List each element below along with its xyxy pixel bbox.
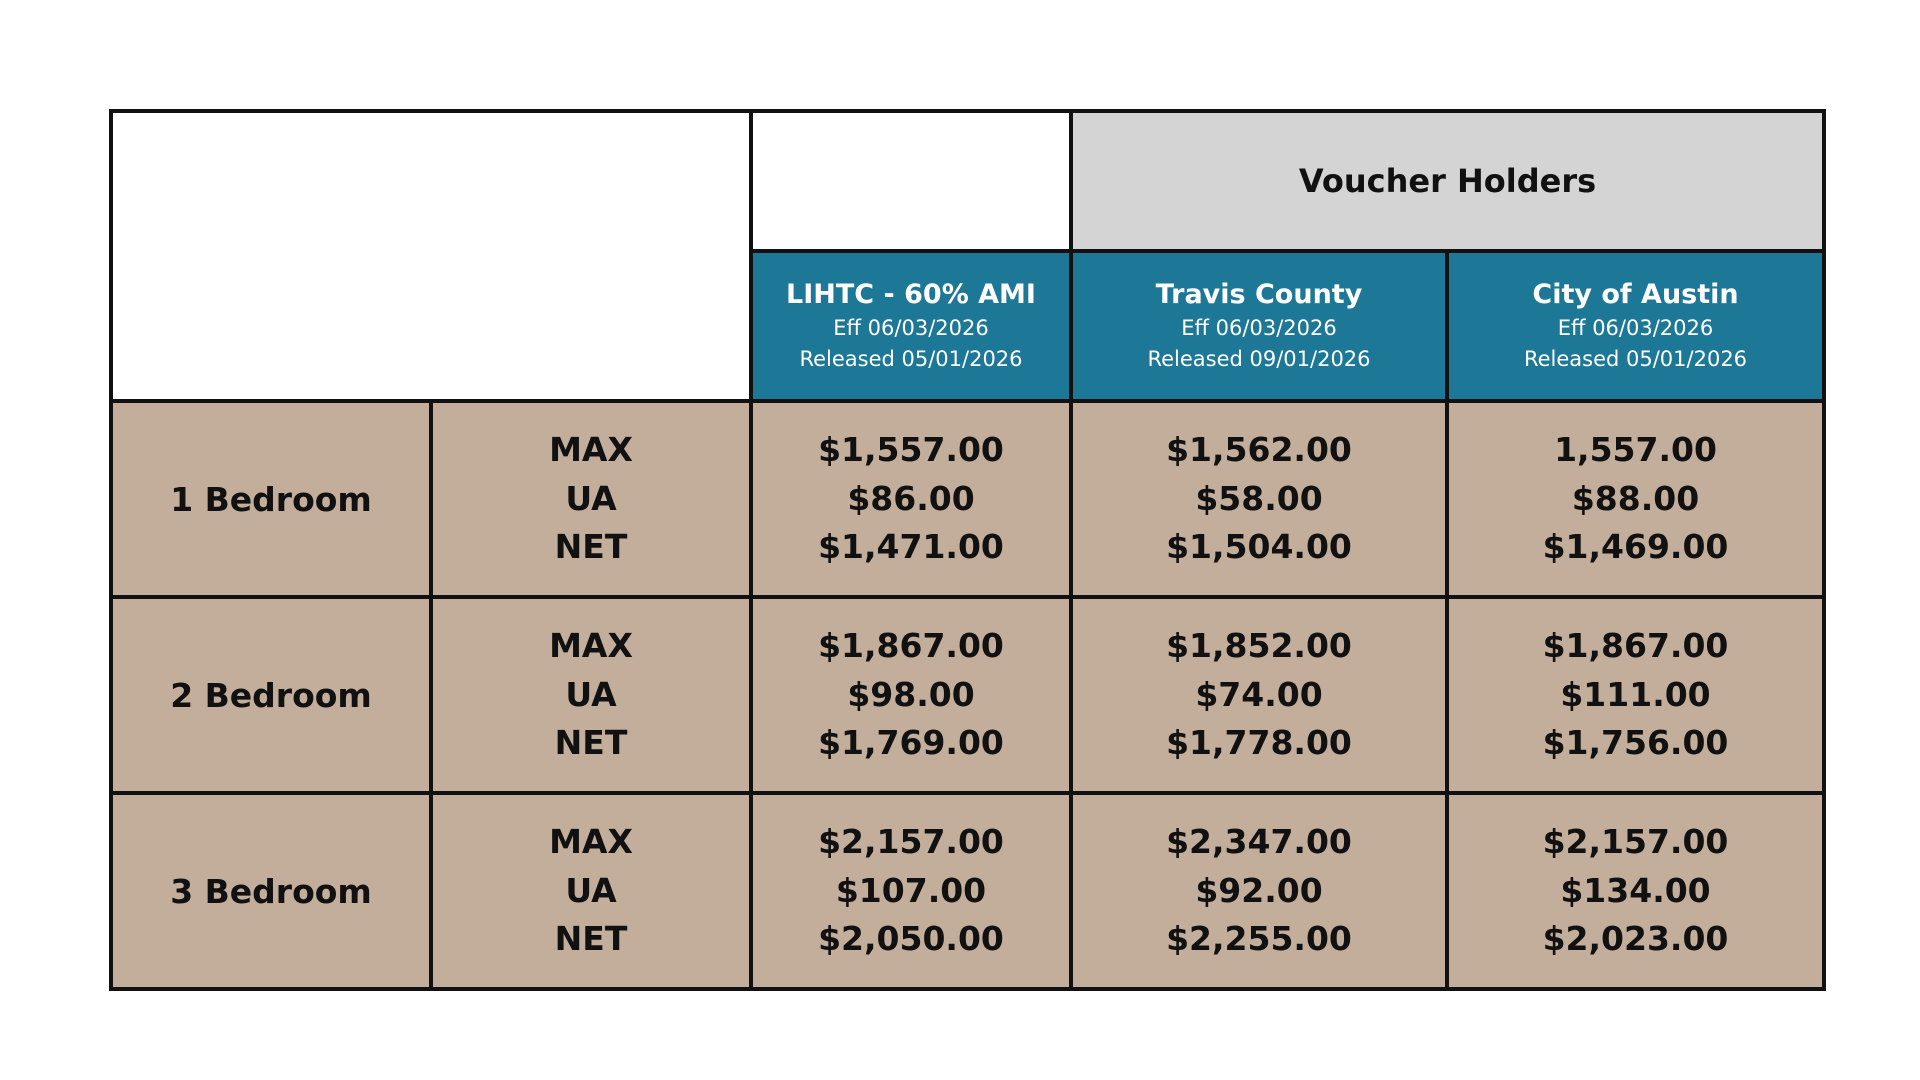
value-max: $1,562.00 — [1166, 430, 1352, 470]
rent-limits-table — [109, 109, 1826, 991]
column-header-travis-county — [1071, 251, 1447, 401]
metric-labels-cell — [431, 793, 751, 989]
value-max: $2,157.00 — [1542, 822, 1729, 862]
table-row-3-bedroom — [111, 793, 1824, 989]
value-cell-lihtc — [751, 401, 1071, 597]
metric-labels-cell — [431, 597, 751, 793]
value-cell-travis-county — [1071, 401, 1447, 597]
metric-label-net: NET — [554, 527, 628, 567]
metric-label-max: MAX — [549, 430, 633, 470]
unit-type-label: 1 Bedroom — [170, 479, 372, 519]
unit-type-label: 3 Bedroom — [170, 871, 372, 911]
column-released-date: Released 05/01/2026 — [1523, 347, 1748, 371]
value-net: $1,778.00 — [1166, 723, 1352, 763]
column-effective-date: Eff 06/03/2026 — [833, 316, 989, 340]
metric-label-ua: UA — [565, 478, 617, 518]
value-cell-city-of-austin — [1447, 401, 1824, 597]
value-net: $2,023.00 — [1542, 919, 1729, 959]
value-max: $2,347.00 — [1166, 822, 1352, 862]
unit-type-cell — [111, 401, 431, 597]
value-ua: $58.00 — [1195, 478, 1323, 518]
value-max: $1,867.00 — [1542, 626, 1729, 666]
value-net: $2,255.00 — [1166, 919, 1352, 959]
column-title: Travis County — [1155, 279, 1363, 310]
value-ua: $98.00 — [847, 674, 975, 714]
value-cell-lihtc — [751, 597, 1071, 793]
value-net: $1,471.00 — [818, 527, 1004, 567]
voucher-holders-header: Voucher Holders — [1071, 111, 1824, 251]
unit-type-label: 2 Bedroom — [170, 675, 372, 715]
column-released-date: Released 05/01/2026 — [799, 347, 1023, 371]
value-net: $1,469.00 — [1542, 527, 1729, 567]
column-header-lihtc — [751, 251, 1071, 401]
table-row-1-bedroom — [111, 401, 1824, 597]
metric-label-net: NET — [554, 723, 628, 763]
column-effective-date: Eff 06/03/2026 — [1181, 316, 1337, 340]
value-net: $1,756.00 — [1542, 723, 1729, 763]
metric-label-max: MAX — [549, 626, 633, 666]
value-ua: $86.00 — [847, 478, 975, 518]
value-net: $1,769.00 — [818, 723, 1004, 763]
value-ua: $88.00 — [1571, 478, 1700, 518]
header-row-top — [111, 111, 1824, 251]
column-title: City of Austin — [1532, 279, 1739, 310]
metric-label-max: MAX — [549, 822, 633, 862]
value-max: 1,557.00 — [1554, 430, 1717, 470]
value-cell-city-of-austin — [1447, 597, 1824, 793]
value-max: $1,557.00 — [818, 430, 1004, 470]
table-row-2-bedroom — [111, 597, 1824, 793]
value-ua: $134.00 — [1560, 870, 1711, 910]
value-cell-travis-county — [1071, 793, 1447, 989]
value-ua: $92.00 — [1195, 870, 1323, 910]
value-ua: $74.00 — [1195, 674, 1323, 714]
value-net: $1,504.00 — [1166, 527, 1352, 567]
unit-type-cell — [111, 793, 431, 989]
value-ua: $107.00 — [835, 870, 987, 910]
blank-corner-cell — [111, 111, 751, 401]
column-title: LIHTC - 60% AMI — [786, 279, 1036, 310]
metric-label-net: NET — [554, 919, 628, 959]
metric-labels-cell — [431, 401, 751, 597]
column-effective-date: Eff 06/03/2026 — [1557, 316, 1714, 340]
unit-type-cell — [111, 597, 431, 793]
value-max: $1,867.00 — [818, 626, 1004, 666]
column-header-city-of-austin — [1447, 251, 1824, 401]
blank-header-cell — [751, 111, 1071, 251]
column-released-date: Released 09/01/2026 — [1147, 347, 1371, 371]
metric-label-ua: UA — [565, 674, 617, 714]
value-ua: $111.00 — [1560, 674, 1711, 714]
value-cell-city-of-austin — [1447, 793, 1824, 989]
value-max: $2,157.00 — [818, 822, 1004, 862]
metric-label-ua: UA — [565, 870, 617, 910]
value-cell-travis-county — [1071, 597, 1447, 793]
value-cell-lihtc — [751, 793, 1071, 989]
value-max: $1,852.00 — [1166, 626, 1352, 666]
value-net: $2,050.00 — [818, 919, 1004, 959]
